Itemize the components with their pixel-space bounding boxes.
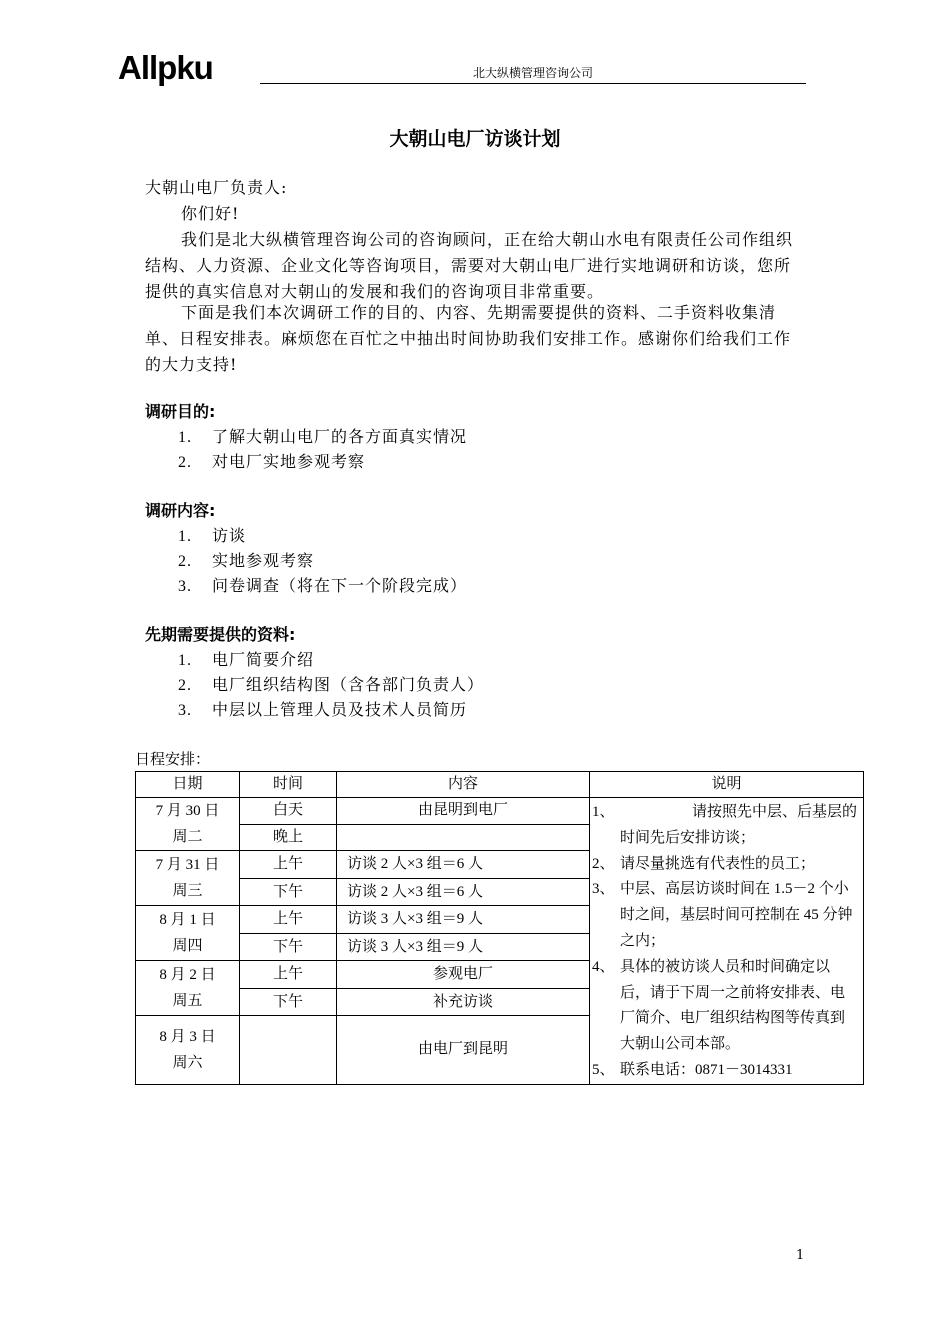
intro-paragraph-2: 下面是我们本次调研工作的目的、内容、先期需要提供的资料、二手资料收集清单、日程安排表。麻烦您在百忙之中抽出时间协助我们安排工作。感谢你们给我们工作的大力支持! [145, 303, 792, 374]
table-row [136, 798, 864, 825]
note-item: 3、 中层、高层访谈时间在 1.5－2 个小时之间，基层时间可控制在 45 分钟之内； [592, 881, 853, 949]
content-cell: 参观电厂 [337, 960, 590, 988]
time-cell: 下午 [240, 934, 337, 961]
content-cell: 访谈 3 人×3 组＝9 人 [337, 905, 590, 933]
time-cell: 上午 [240, 851, 337, 879]
time-cell: 晚上 [240, 824, 337, 851]
note-item: 2、 请尽量挑选有代表性的员工； [592, 855, 816, 872]
notes-cell [590, 798, 864, 1085]
purpose-heading: 调研目的: [145, 402, 216, 421]
date-cell: 7 月 31 日 周三 [136, 851, 240, 906]
list-item: 1. 了解大朝山电厂的各方面真实情况 [178, 427, 468, 446]
time-cell: 下午 [240, 989, 337, 1016]
materials-heading: 先期需要提供的资料: [145, 625, 296, 644]
content-heading: 调研内容: [145, 501, 216, 520]
list-item: 3. 问卷调查（将在下一个阶段完成） [178, 576, 468, 595]
time-cell: 上午 [240, 905, 337, 933]
schedule-label: 日程安排： [135, 750, 211, 768]
table-header-row [136, 772, 864, 798]
content-cell [337, 824, 590, 851]
note-item: 4、 具体的被访谈人员和时间确定以后，请于下周一之前将安排表、电厂简介、电厂组织结构图等传真到大朝山公司本部。 [592, 958, 846, 1053]
column-header: 内容 [337, 772, 590, 798]
column-header: 日期 [136, 772, 240, 798]
time-cell: 上午 [240, 960, 337, 988]
document-title: 大朝山电厂访谈计划 [389, 128, 561, 150]
date-cell: 7 月 30 日 周二 [136, 798, 240, 851]
list-item: 2. 实地参观考察 [178, 551, 315, 570]
list-item: 3. 中层以上管理人员及技术人员简历 [178, 700, 468, 719]
time-cell [240, 1015, 337, 1084]
header-rule [260, 83, 806, 84]
date-cell: 8 月 3 日 周六 [136, 1015, 240, 1084]
content-cell: 补充访谈 [337, 989, 590, 1016]
salutation: 大朝山电厂负责人: [145, 178, 288, 197]
content-cell: 访谈 2 人×3 组＝6 人 [337, 879, 590, 906]
list-item: 1. 访谈 [178, 526, 247, 545]
column-header: 说明 [590, 772, 864, 798]
list-item: 1. 电厂简要介绍 [178, 650, 315, 669]
time-cell: 白天 [240, 798, 337, 825]
date-cell: 8 月 1 日 周四 [136, 905, 240, 960]
company-logo: Allpku [118, 49, 213, 86]
content-cell: 由电厂到昆明 [337, 1015, 590, 1084]
list-item: 2. 电厂组织结构图（含各部门负责人） [178, 675, 485, 694]
note-item: 1、 请按照先中层、后基层的时间先后安排访谈； [592, 804, 858, 846]
list-item: 2. 对电厂实地参观考察 [178, 452, 366, 471]
content-cell: 由昆明到电厂 [337, 798, 590, 825]
column-header: 时间 [240, 772, 337, 798]
page-number: 1 [796, 1248, 805, 1263]
date-cell: 8 月 2 日 周五 [136, 960, 240, 1015]
intro-paragraph-1: 我们是北大纵横管理咨询公司的咨询顾问，正在给大朝山水电有限责任公司作组织结构、人力资源、企业文化等咨询项目，需要对大朝山电厂进行实地调研和访谈，您所提供的真实信息对大朝山的发展和我们的咨询项目非常重要。 [145, 230, 794, 301]
content-cell: 访谈 2 人×3 组＝6 人 [337, 851, 590, 879]
time-cell: 下午 [240, 879, 337, 906]
header-company-name: 北大纵横管理咨询公司 [472, 66, 593, 80]
note-item: 5、 联系电话：0871－3014331 [592, 1061, 793, 1078]
greeting: 你们好! [181, 204, 240, 223]
content-cell: 访谈 3 人×3 组＝9 人 [337, 934, 590, 961]
schedule-table [135, 771, 864, 1085]
